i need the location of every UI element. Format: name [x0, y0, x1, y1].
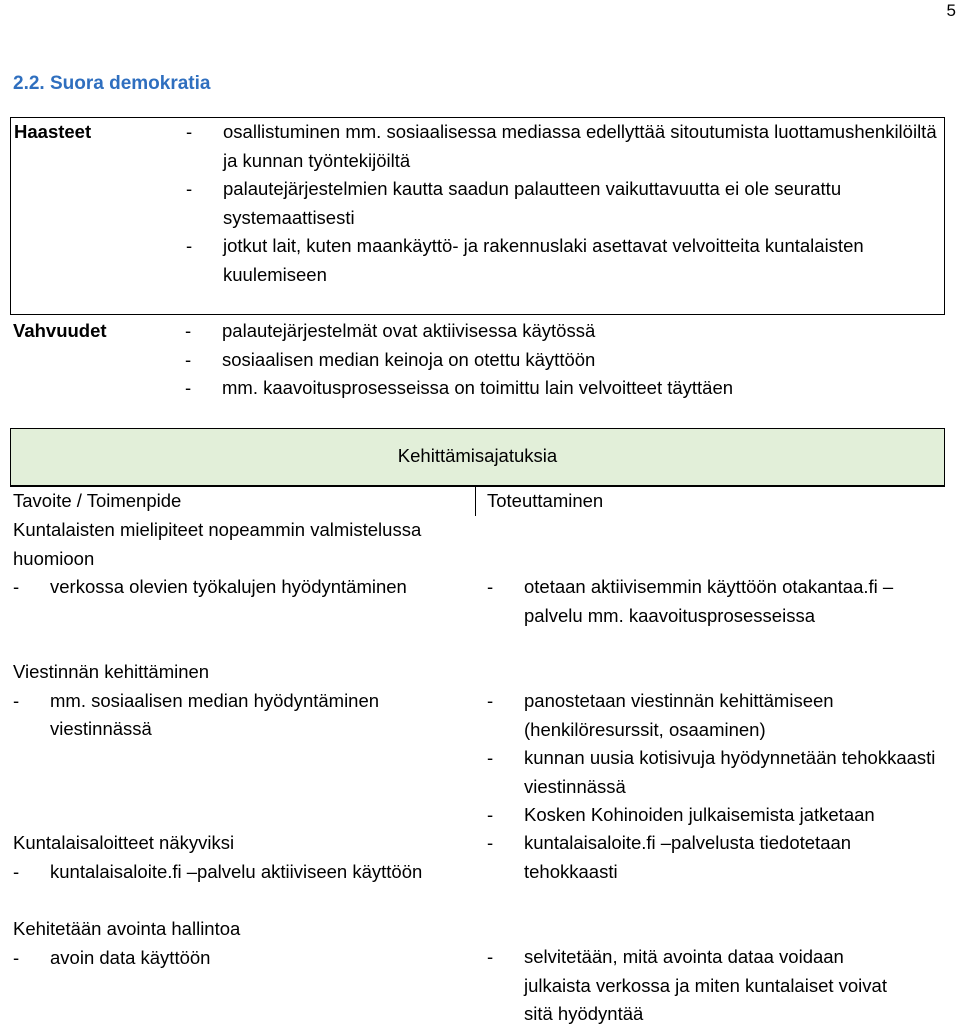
- goal-column-header: Tavoite / Toimenpide: [13, 490, 182, 511]
- bullet-dash: -: [186, 178, 193, 199]
- bullet-dash: -: [487, 576, 494, 597]
- bullet-dash: -: [185, 348, 192, 370]
- list-item: - palautejärjestelmät ovat aktiivisessa käytössä: [185, 317, 940, 346]
- bullet-dash: -: [13, 860, 20, 882]
- implementation-list: [487, 943, 907, 1029]
- implementation-column-header: Toteuttaminen: [487, 490, 604, 511]
- bullet-dash: -: [13, 576, 20, 597]
- strengths-row: [10, 315, 945, 428]
- list-item: - mm. kaavoitusprosesseissa on toimittu lain velvoitteet täyttäen: [185, 374, 940, 403]
- goal-list: [13, 687, 453, 744]
- list-item: - panostetaan viestinnän kehittämiseen (henkilöresurssit, osaaminen): [487, 687, 942, 744]
- list-item: - jotkut lait, kuten maankäyttö- ja rakennuslaki asettavat velvoitteita kuntalaisten kuulemiseen: [186, 232, 941, 289]
- goal-title: Kuntalaisaloitteet näkyviksi: [13, 832, 235, 853]
- implementation-list: [487, 687, 942, 830]
- section-title: 2.2. Suora demokratia: [13, 73, 211, 94]
- page-number: 5: [946, 1, 956, 20]
- list-item: - selvitetään, mitä avointa dataa voidaan julkaista verkossa ja miten kuntalaiset voivat sitä hyödyntää: [487, 943, 907, 1029]
- goal-block: [13, 829, 433, 886]
- bullet-dash: -: [186, 121, 193, 142]
- goal-block: [13, 658, 453, 744]
- bullet-dash: -: [487, 804, 494, 825]
- goal-list: [13, 858, 433, 887]
- list-item: - kunnan uusia kotisivuja hyödynnetään tehokkaasti viestinnässä: [487, 744, 942, 801]
- column-header-row: [10, 486, 945, 516]
- bullet-dash: -: [487, 832, 494, 853]
- bullet-dash: -: [185, 377, 192, 398]
- bullet-dash: -: [13, 689, 20, 711]
- challenges-label: Haasteet: [14, 121, 92, 142]
- development-ideas-header: [10, 428, 945, 486]
- bullet-dash: -: [487, 946, 494, 967]
- bullet-dash: -: [185, 320, 192, 341]
- list-item: - Kosken Kohinoiden julkaisemista jatketaan: [487, 801, 942, 830]
- list-item: - avoin data käyttöön: [13, 944, 473, 973]
- goal-title: Kehitetään avointa hallintoa: [13, 918, 241, 939]
- bullet-dash: -: [487, 690, 494, 711]
- list-item: - palautejärjestelmien kautta saadun palautteen vaikuttavuutta ei ole seurattu systemaattisesti: [186, 175, 941, 232]
- goal-title: Kuntalaisten mielipiteet nopeammin valmistelussa huomioon: [13, 519, 422, 569]
- list-item: - sosiaalisen median keinoja on otettu käyttöön: [185, 346, 940, 375]
- challenges-row: [10, 117, 945, 315]
- list-item: - otetaan aktiivisemmin käyttöön otakantaa.fi –palvelu mm. kaavoitusprosesseissa: [487, 573, 927, 630]
- list-item: - verkossa olevien työkalujen hyödyntäminen: [13, 573, 473, 602]
- development-ideas-title: Kehittämisajatuksia: [397, 445, 558, 466]
- strengths-list: [185, 317, 940, 403]
- bullet-dash: -: [13, 946, 20, 968]
- development-body: [10, 516, 945, 1028]
- bullet-dash: -: [487, 747, 494, 768]
- bullet-dash: -: [186, 235, 193, 256]
- list-item: - mm. sosiaalisen median hyödyntäminen viestinnässä: [13, 687, 453, 744]
- list-item: - kuntalaisaloite.fi –palvelu aktiiviseen käyttöön: [13, 858, 433, 887]
- list-item: - osallistuminen mm. sosiaalisessa mediassa edellyttää sitoutumista luottamushenkilöiltä ja kunnan työntekijöiltä: [186, 118, 941, 175]
- goal-block: [13, 516, 473, 602]
- goal-list: [13, 944, 473, 973]
- challenges-list: [186, 118, 941, 289]
- column-divider: [475, 486, 476, 516]
- goal-title: Viestinnän kehittäminen: [13, 661, 210, 682]
- list-item: - kuntalaisaloite.fi –palvelusta tiedotetaan tehokkaasti: [487, 829, 927, 886]
- strengths-label: Vahvuudet: [13, 320, 107, 341]
- goal-block: [13, 915, 473, 972]
- implementation-list: [487, 573, 927, 630]
- goal-list: [13, 573, 473, 602]
- implementation-list: [487, 829, 927, 886]
